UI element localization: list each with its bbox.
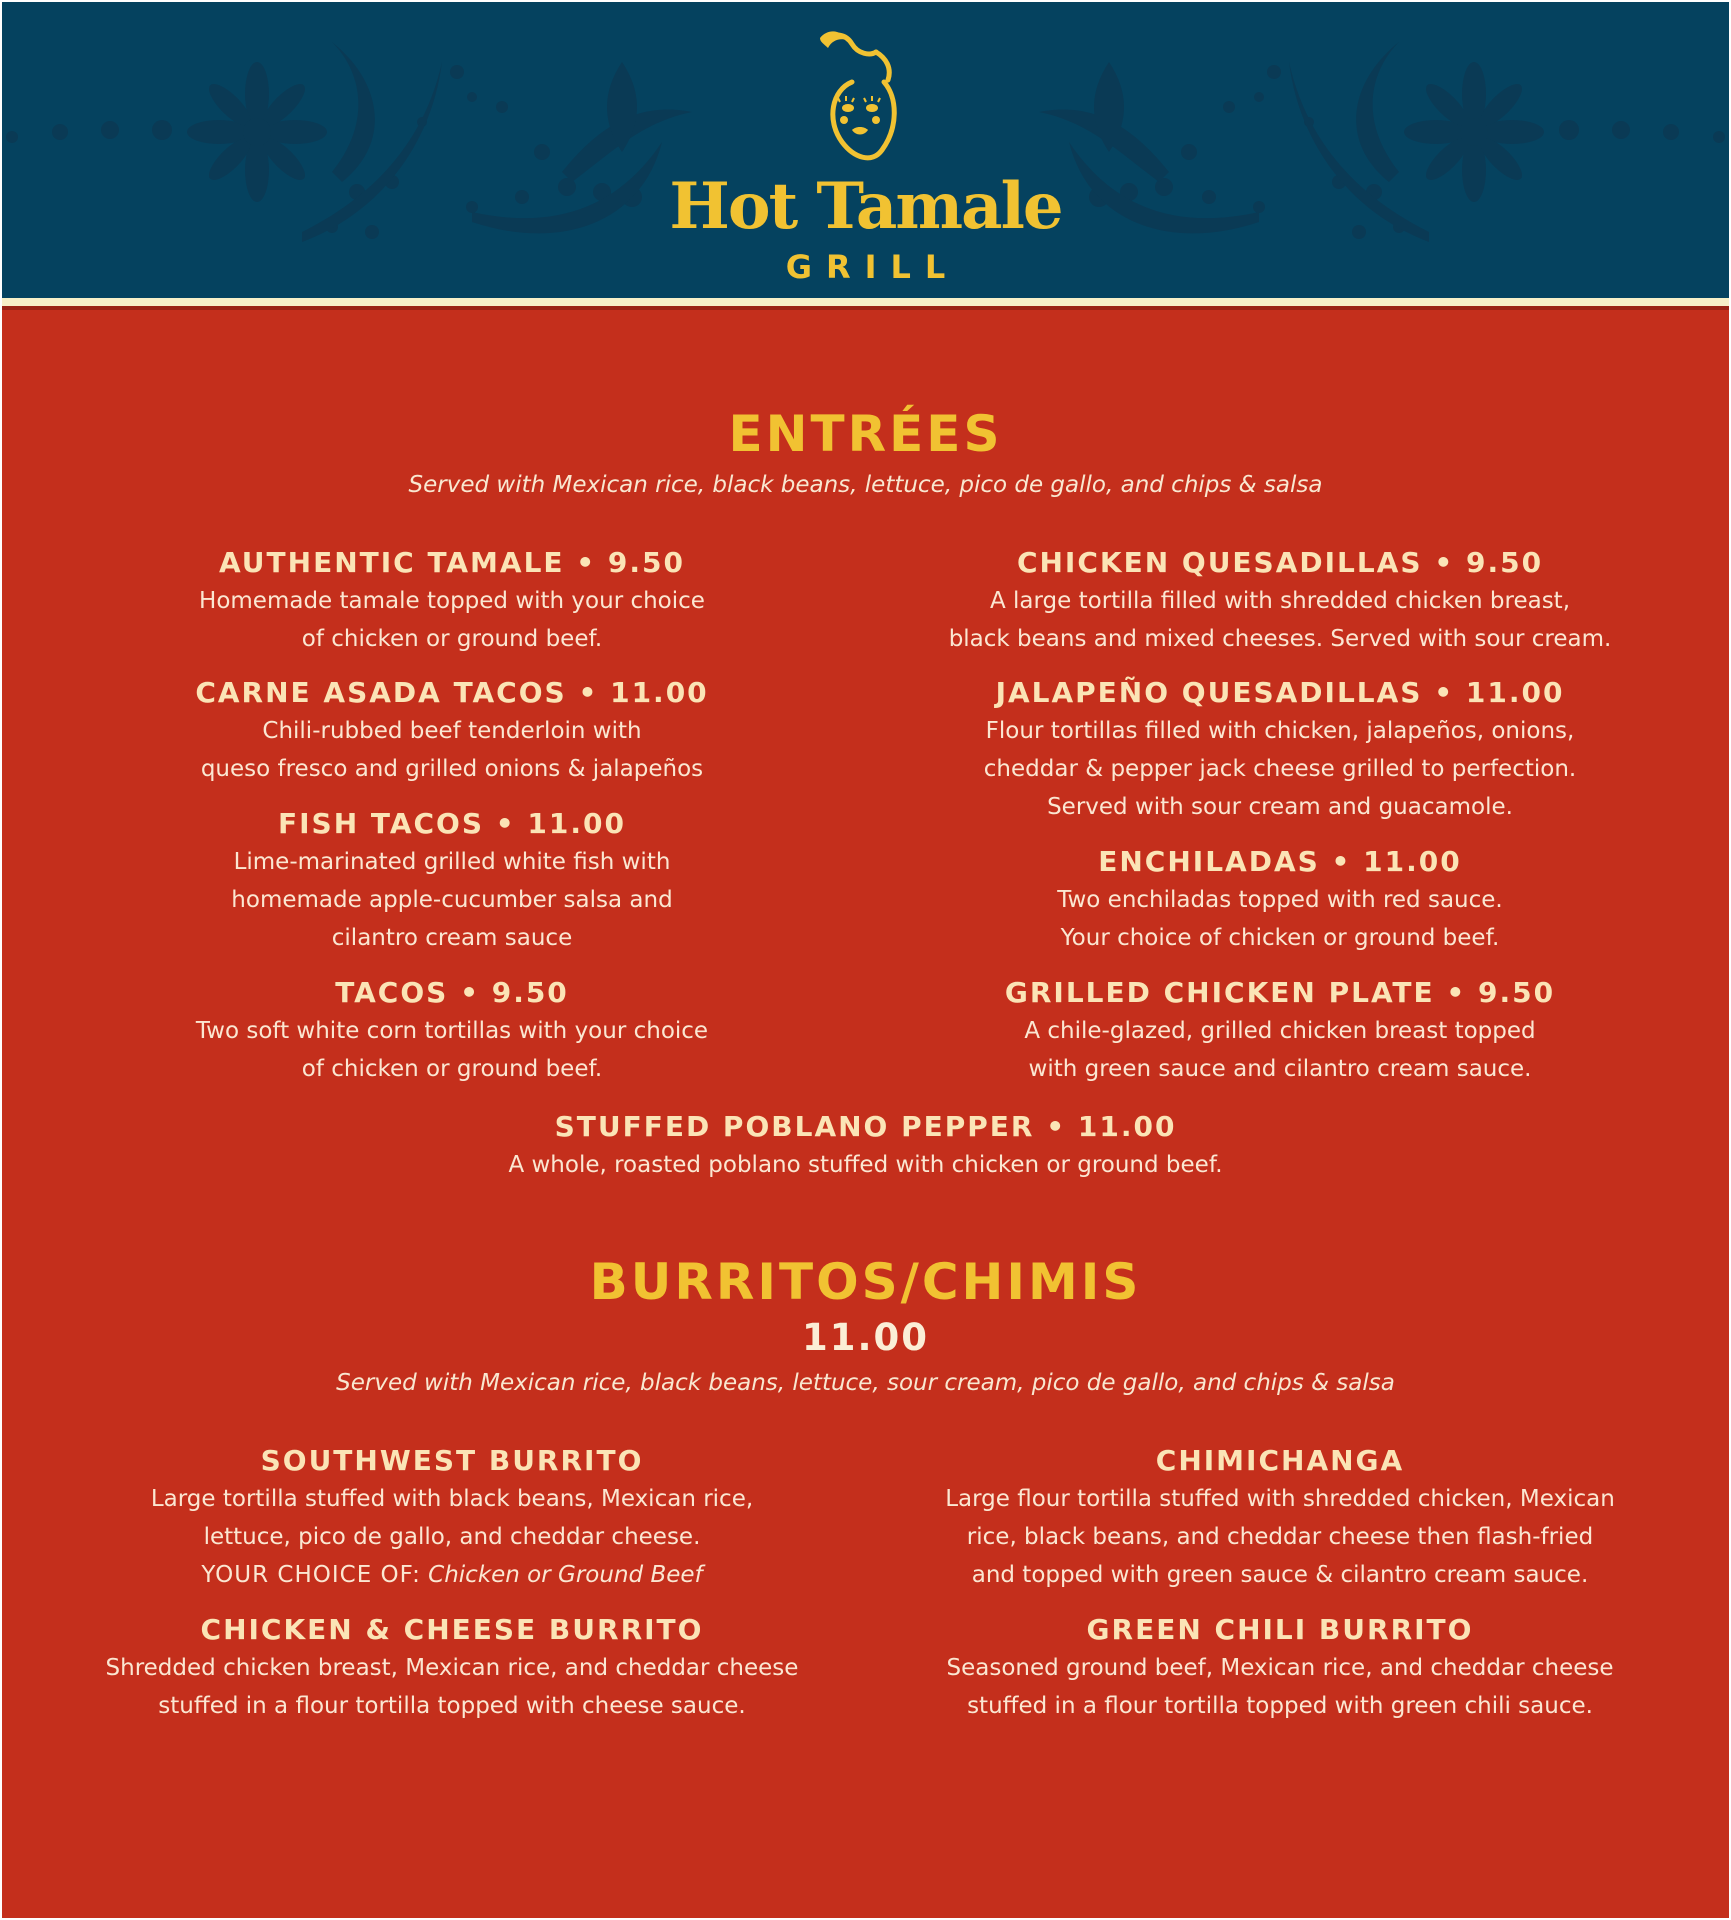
menu-item <box>880 974 1680 1088</box>
item-description-line: black beans and mixed cheeses. Served with sour cream. <box>948 626 1612 652</box>
menu-page <box>2 2 1729 1918</box>
item-name: STUFFED POBLANO PEPPER • 11.00 <box>554 1110 1177 1143</box>
menu-item <box>880 843 1680 957</box>
menu-item <box>62 974 842 1088</box>
menu-item <box>42 1442 862 1594</box>
item-description-line: with green sauce and cilantro cream sauce. <box>1028 1056 1532 1082</box>
choice-value: Chicken or Ground Beef <box>428 1562 703 1588</box>
item-description-line: of chicken or ground beef. <box>301 1056 603 1082</box>
item-description-line: queso fresco and grilled onions & jalapeños <box>200 756 704 782</box>
item-description-line: Chili-rubbed beef tenderloin with <box>262 718 642 744</box>
item-description-line: Served with sour cream and guacamole. <box>1047 794 1513 820</box>
choice-label: YOUR CHOICE OF: <box>201 1562 421 1588</box>
item-description-line: stuffed in a flour tortilla topped with cheese sauce. <box>158 1693 746 1719</box>
item-description-line: Flour tortillas filled with chicken, jalapeños, onions, <box>985 718 1575 744</box>
item-name: SOUTHWEST BURRITO <box>260 1444 644 1477</box>
menu-item <box>62 805 842 957</box>
item-description-line: Large tortilla stuffed with black beans, Mexican rice, <box>150 1486 754 1512</box>
item-name: AUTHENTIC TAMALE • 9.50 <box>218 546 686 579</box>
item-description-line: stuffed in a flour tortilla topped with green chili sauce. <box>967 1693 1593 1719</box>
item-description-line: Homemade tamale topped with your choice <box>199 588 705 614</box>
burritos-price: 11.00 <box>801 1316 930 1359</box>
item-description-line: rice, black beans, and cheddar cheese then flash-fried <box>966 1524 1594 1550</box>
item-name: GREEN CHILI BURRITO <box>1086 1613 1474 1646</box>
brand-logo <box>2 2 1729 298</box>
item-description-line: A chile-glazed, grilled chicken breast topped <box>1024 1018 1536 1044</box>
item-description-line: homemade apple-cucumber salsa and <box>231 887 673 913</box>
item-description-line: cilantro cream sauce <box>331 925 573 951</box>
menu-item <box>62 674 842 788</box>
item-description-line: lettuce, pico de gallo, and cheddar cheese. <box>203 1524 701 1550</box>
item-name: FISH TACOS • 11.00 <box>278 807 626 840</box>
item-description-line: A whole, roasted poblano stuffed with chicken or ground beef. <box>508 1152 1223 1178</box>
menu-header <box>2 2 1729 298</box>
item-name: JALAPEÑO QUESADILLAS • 11.00 <box>995 676 1565 709</box>
header-divider <box>2 298 1729 306</box>
item-description-line: cheddar & pepper jack cheese grilled to perfection. <box>983 756 1577 782</box>
item-name: CARNE ASADA TACOS • 11.00 <box>195 676 709 709</box>
item-name: GRILLED CHICKEN PLATE • 9.50 <box>1004 976 1556 1009</box>
tamale-face-logo-icon <box>812 30 908 170</box>
menu-item <box>62 544 842 658</box>
menu-item <box>870 1611 1690 1725</box>
item-description-line: Seasoned ground beef, Mexican rice, and cheddar cheese <box>946 1655 1614 1681</box>
item-description-line: of chicken or ground beef. <box>301 626 603 652</box>
menu-item <box>42 1611 862 1725</box>
item-description-line: Large flour tortilla stuffed with shredded chicken, Mexican <box>945 1486 1615 1512</box>
item-name: CHIMICHANGA <box>1155 1444 1405 1477</box>
item-description-line: Two enchiladas topped with red sauce. <box>1057 887 1503 913</box>
menu-item <box>2 1108 1729 1184</box>
entrees-subtitle: Served with Mexican rice, black beans, lettuce, pico de gallo, and chips & salsa <box>408 472 1323 498</box>
burritos-title: BURRITOS/CHIMIS <box>589 1253 1142 1311</box>
item-description-line: Shredded chicken breast, Mexican rice, and cheddar cheese <box>105 1655 799 1681</box>
item-description-line: Lime-marinated grilled white fish with <box>233 849 671 875</box>
menu-item <box>880 544 1680 658</box>
item-name: CHICKEN & CHEESE BURRITO <box>200 1613 704 1646</box>
brand-subtitle: GRILL <box>785 248 960 286</box>
item-name: ENCHILADAS • 11.00 <box>1098 845 1462 878</box>
burritos-subtitle: Served with Mexican rice, black beans, lettuce, sour cream, pico de gallo, and chips & salsa <box>336 1370 1395 1396</box>
item-description-line: and topped with green sauce & cilantro cream sauce. <box>971 1562 1589 1588</box>
brand-name: Hot Tamale <box>669 169 1062 244</box>
menu-item <box>880 674 1680 826</box>
item-name: CHICKEN QUESADILLAS • 9.50 <box>1016 546 1544 579</box>
item-choice-line <box>42 1556 862 1594</box>
item-description-line: Two soft white corn tortillas with your choice <box>195 1018 709 1044</box>
item-description-line: Your choice of chicken or ground beef. <box>1060 925 1500 951</box>
item-name: TACOS • 9.50 <box>335 976 569 1009</box>
item-description-line: A large tortilla filled with shredded chicken breast, <box>989 588 1571 614</box>
entrees-title: ENTRÉES <box>728 405 1003 463</box>
menu-item <box>870 1442 1690 1594</box>
header-divider-shadow <box>2 306 1729 310</box>
